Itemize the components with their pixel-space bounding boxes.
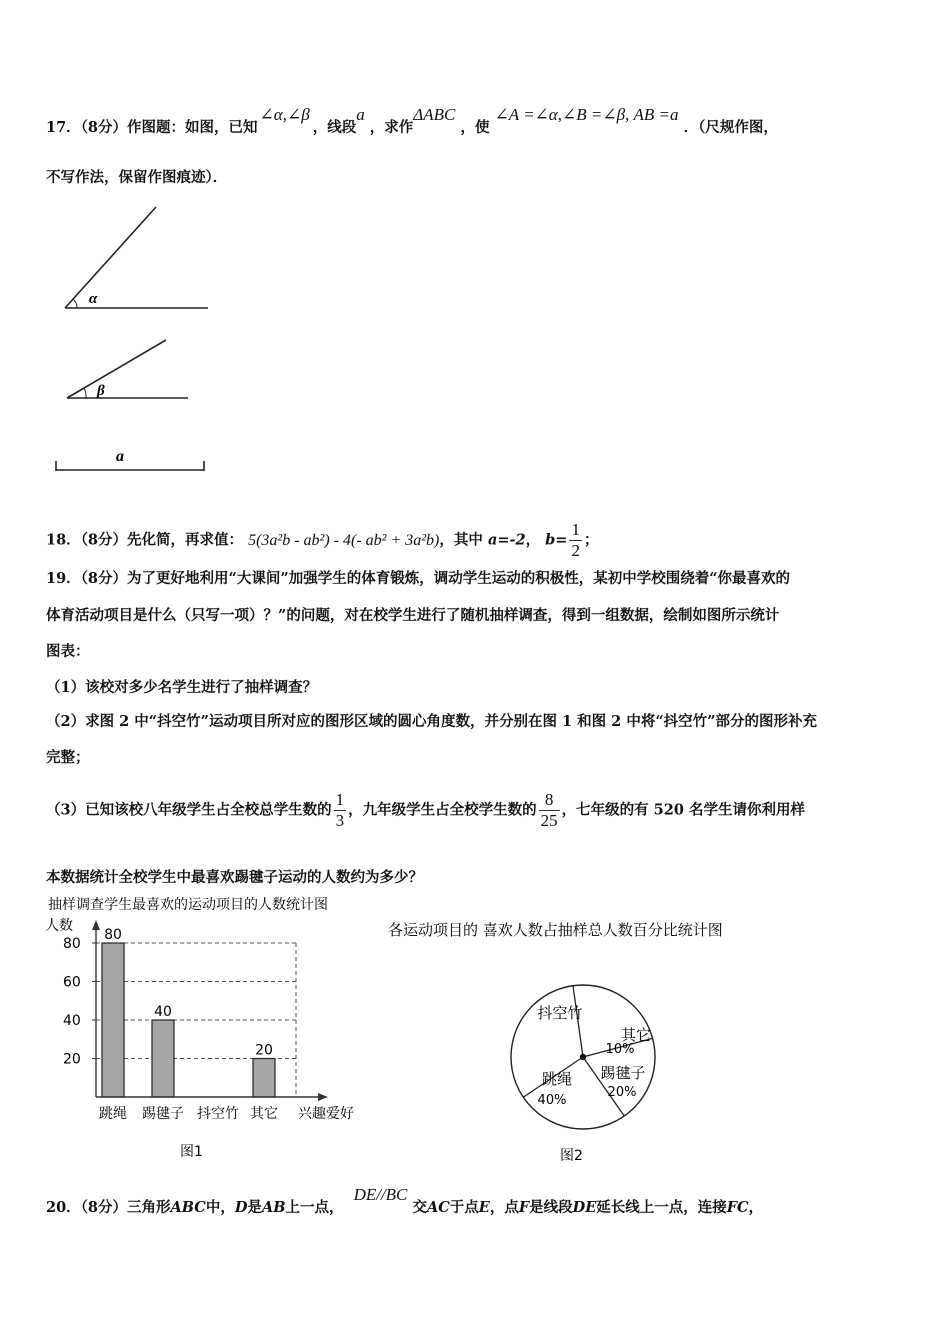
fraction-eight-25: $\frac{8}{25}$: [540, 790, 558, 830]
pie-center: [580, 1054, 586, 1060]
slice-percent: 40%: [537, 1093, 567, 1108]
given-angles: ∠α,∠β: [259, 105, 310, 124]
slice-label: 其它: [620, 1026, 652, 1044]
slice-label: 抖空竹: [537, 1004, 583, 1022]
y-tick-label: 80: [63, 936, 81, 952]
angle-alpha-figure: [65, 207, 208, 308]
q17-line1: 17．（8分）作图题：如图，已知∠α,∠β ，线段a ，求作ΔABC ，使 ∠A =∠α,∠B =∠β, AB =a ．（尺规作图，: [46, 105, 778, 136]
alpha-label: α: [89, 291, 98, 307]
category-label: 踢毽子: [142, 1106, 184, 1122]
q19-line2: 体育活动项目是什么（只写一项）？”的问题，对在校学生进行了随机抽样调查，得到一组数据，绘制如图所示统计: [46, 607, 780, 624]
q19-part3b: 本数据统计全校学生中最喜欢踢毽子运动的人数约为多少？: [46, 869, 423, 886]
pie-marks: [511, 985, 655, 1129]
bar-value-label: 80: [104, 927, 122, 943]
bar-value-label: 20: [255, 1042, 273, 1059]
pie-chart-figure2: [380, 912, 800, 1167]
de-parallel-bc: DE//BC: [353, 1185, 408, 1204]
q19-part1: （1）该校对多少名学生进行了抽样调查？: [46, 679, 318, 696]
category-label: 其它: [250, 1106, 278, 1122]
category-label: 抖空竹: [197, 1106, 239, 1122]
q20-line: 20．（8分）三角形ABC中，D是AB上一点， DE//BC 交AC于点E，点F是线段DE延长线上一点，连接FC，: [46, 1185, 764, 1216]
q18-line: 18．（8分）先化简，再求值： 5(3a²b - ab²) - 4(- ab² + 3a²b)，其中 a=-2， b= $\frac{1}{2}$ ；: [46, 520, 599, 560]
figure2-caption: 图2: [560, 1148, 583, 1164]
q19-part2b: 完整；: [46, 749, 90, 766]
bar-chart-title: 抽样调查学生最喜欢的运动项目的人数统计图: [48, 897, 328, 913]
angle-figures: [40, 195, 240, 485]
expression: 5(3a²b - ab²) - 4(- ab² + 3a²b): [248, 531, 440, 549]
q19-line3: 图表：: [46, 643, 90, 660]
y-tick-label: 60: [63, 974, 81, 991]
q19-part2a: （2）求图 2 中“抖空竹”运动项目所对应的图形区域的圆心角度数，并分别在图 1 和图 2 中将“抖空竹”部分的图形补充: [46, 713, 818, 730]
y-axis-arrow: [92, 920, 100, 930]
angle-beta-figure: [67, 340, 188, 399]
category-label: 跳绳: [99, 1106, 127, 1122]
x-axis-label: 兴趣爱好: [298, 1106, 354, 1122]
q17-line2: 不写作法，保留作图痕迹）．: [46, 169, 228, 186]
slice-label: 跳绳: [541, 1070, 573, 1088]
segment-a-figure: [56, 448, 204, 471]
q19-part3a: （3）已知该校八年级学生占全校总学生数的 $\frac{1}{3}$ ，九年级学生占全校学生数的 $\frac{8}{25}$ ，七年级的有 520 名学生请你利用样: [46, 790, 805, 830]
y-tick-label: 40: [63, 1013, 81, 1029]
segment-a: a: [356, 105, 365, 124]
bar: [253, 1059, 275, 1098]
triangle-abc: ΔABC: [413, 105, 456, 124]
bar-chart-figure1: [40, 890, 400, 1165]
bar: [152, 1020, 174, 1097]
slice-percent: 10%: [605, 1042, 635, 1057]
x-axis-arrow: [318, 1093, 328, 1101]
y-axis-label: 人数: [45, 918, 73, 934]
pie-chart-title: 各运动项目的 喜欢人数占抽样总人数百分比统计图: [388, 921, 723, 939]
bar: [102, 943, 124, 1097]
slice-label: 踢毽子: [600, 1064, 646, 1082]
condition: ∠A =∠α,∠B =∠β, AB =a: [494, 105, 679, 124]
beta-label: β: [97, 383, 105, 399]
figure1-caption: 图1: [180, 1144, 203, 1160]
a-label: a: [116, 448, 124, 465]
b-fraction: $\frac{1}{2}$: [571, 520, 580, 560]
slice-percent: 20%: [607, 1085, 637, 1100]
bar-marks: [99, 927, 278, 1122]
q19-line1: 19．（8分）为了更好地利用“大课间”加强学生的体育锻炼，调动学生运动的积极性，某初中学校围绕着“你最喜欢的: [46, 570, 791, 587]
fraction-one-third: $\frac{1}{3}$: [335, 790, 345, 830]
bar-value-label: 40: [154, 1004, 172, 1020]
y-tick-label: 20: [63, 1051, 81, 1068]
